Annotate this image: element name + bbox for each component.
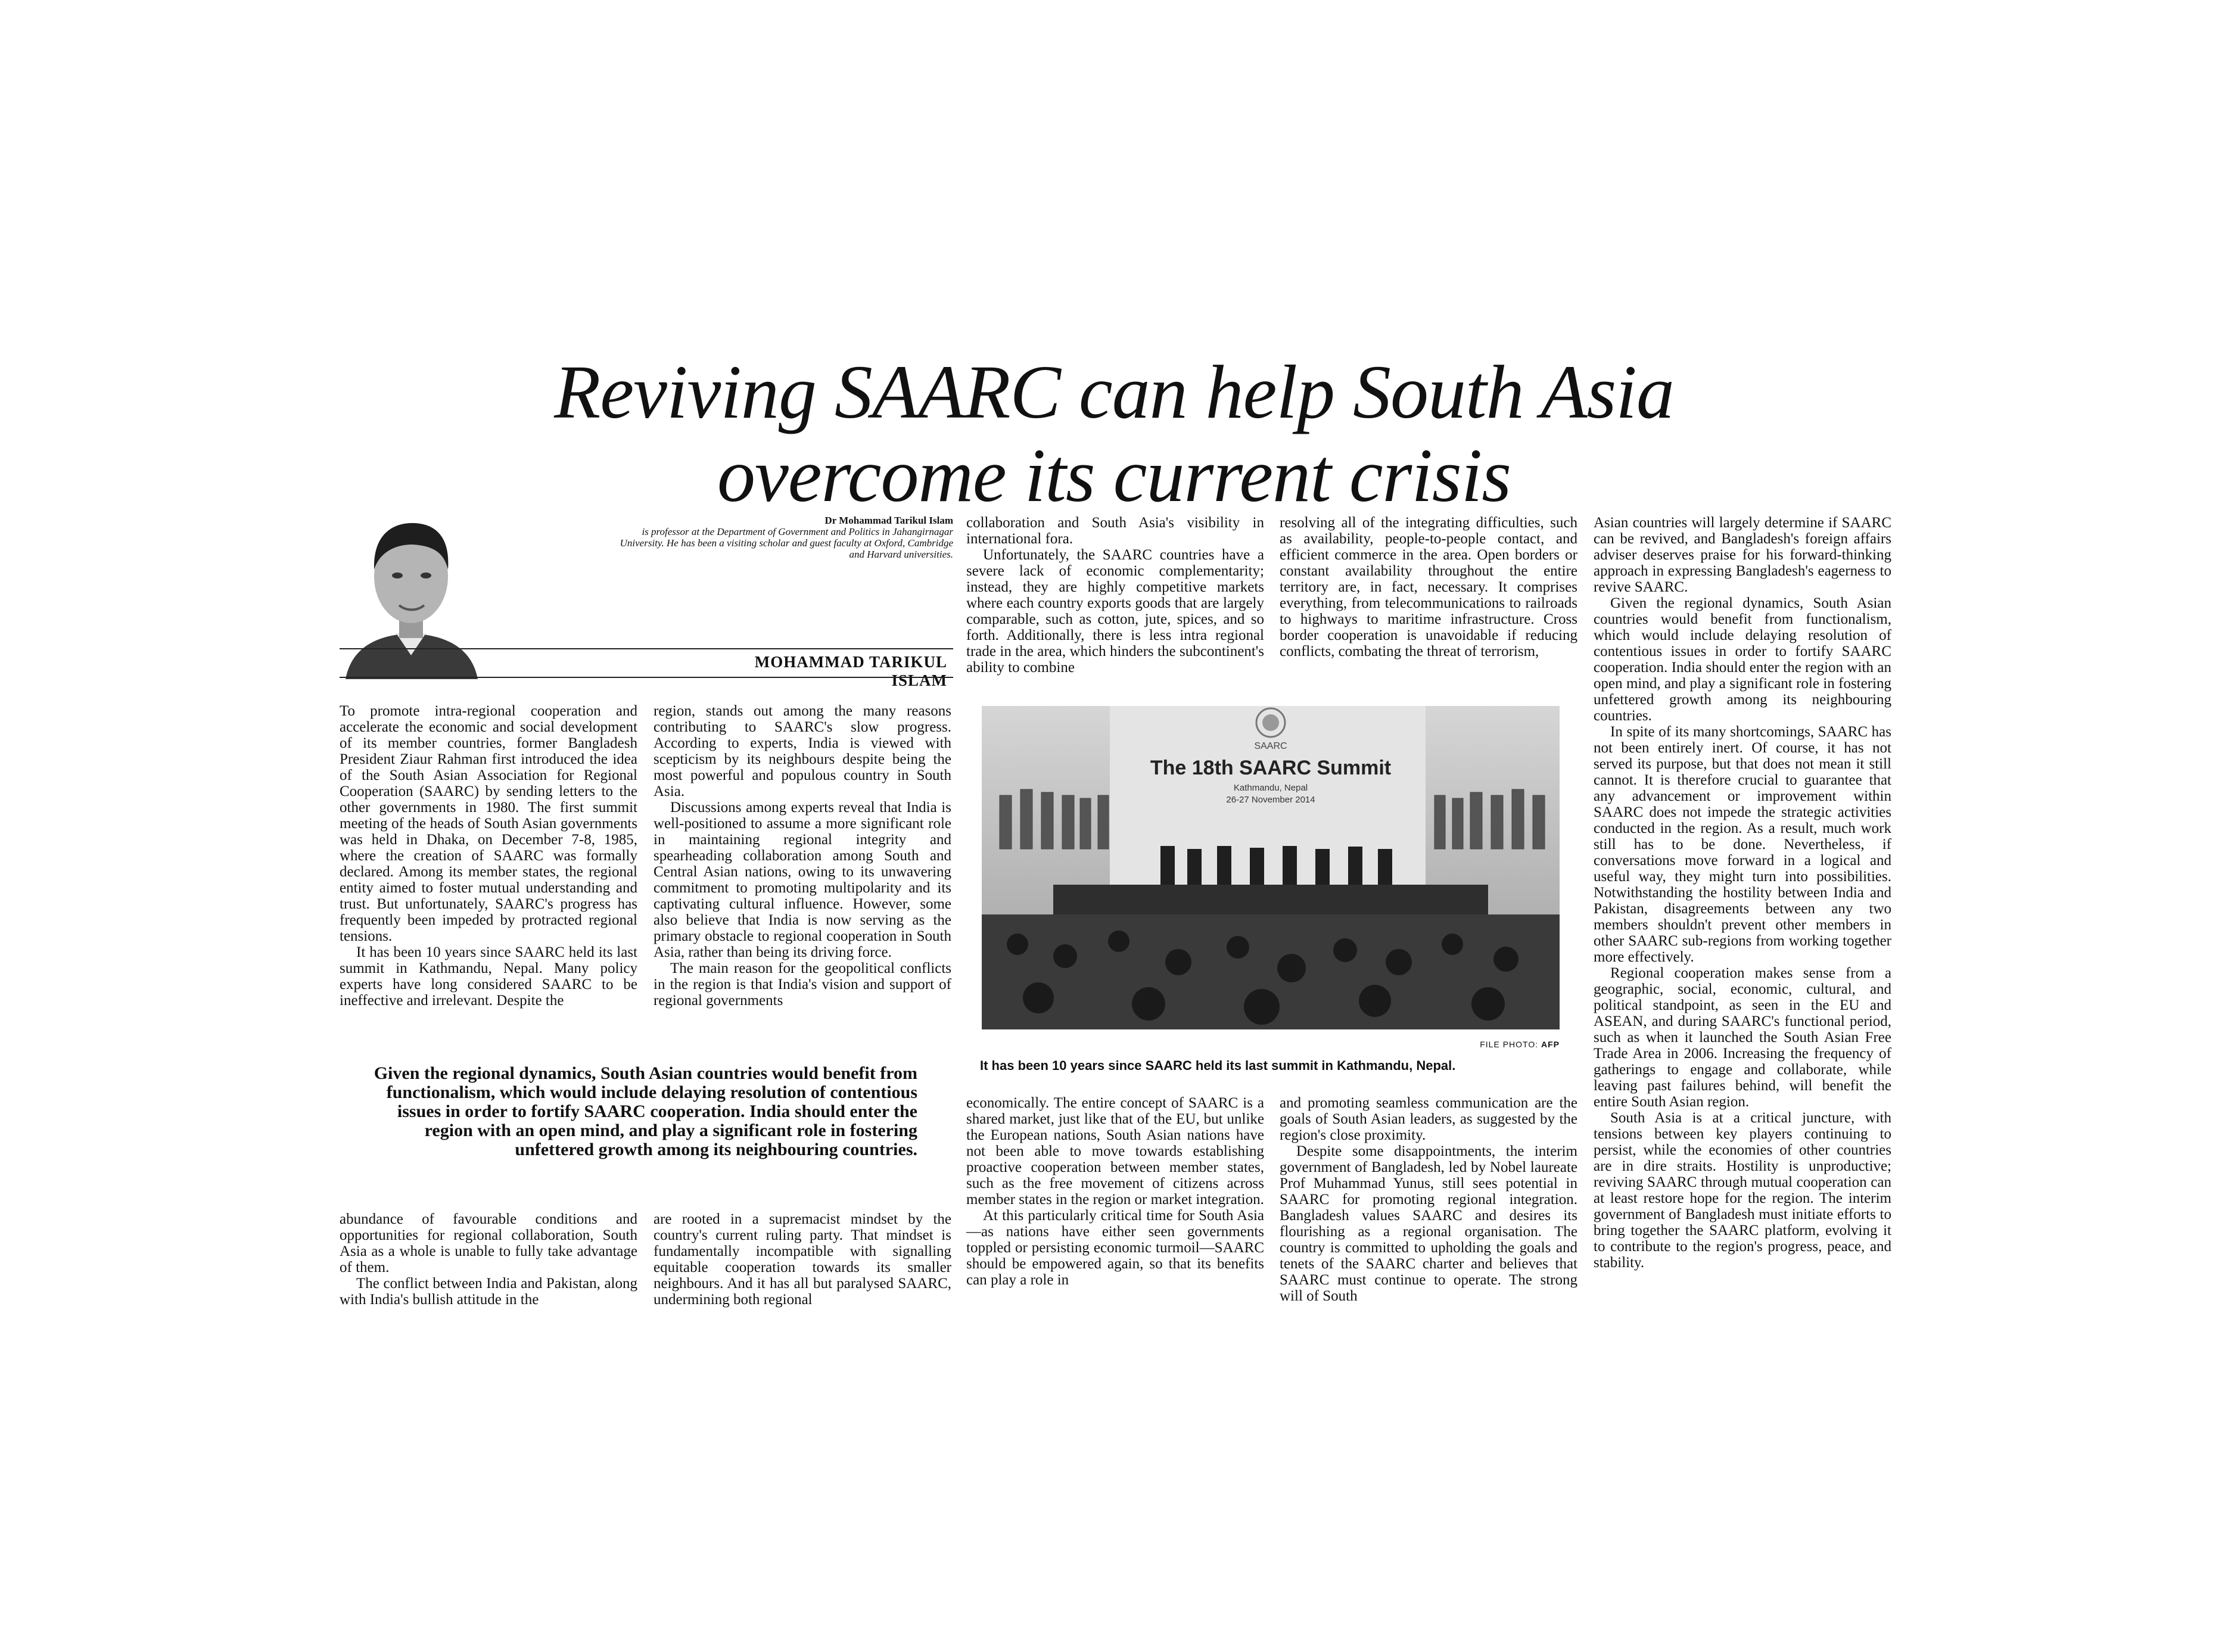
author-bio-name: Dr Mohammad Tarikul Islam <box>824 515 953 526</box>
pull-quote: Given the regional dynamics, South Asian countries would benefit from functionalism, which would include delaying resolution of contentious issues in order to fortify SAARC cooperation. India should enter the region with an open mind, and play a significant role in fostering unfettered growth among its neighbouring countries. <box>374 1063 917 1159</box>
photo-banner-place: Kathmandu, Nepal <box>1233 783 1308 793</box>
photo-banner-title: The 18th SAARC Summit <box>1150 757 1392 779</box>
column-4-bottom <box>1280 1095 1577 1304</box>
paragraph: resolving all of the integrating difficulties, such as availability, people-to-people contact, and efficient commerce in the area. Open borders or constant availability throughout the entire territory are, in fact, necessary. It comprises everything, from telecommunications to railroads to highways to maritime infrastructure. Cross border cooperation is unavoidable if reducing conflicts, combating the threat of terrorism, <box>1280 515 1577 659</box>
summit-photo-drawing <box>982 706 1560 1029</box>
author-bio <box>620 515 953 560</box>
column-1-bottom <box>340 1211 637 1308</box>
paragraph: To promote intra-regional cooperation and accelerate the economic and social development of its member countries, former Bangladesh President Ziaur Rahman first introduced the idea of the South Asian Association for Regional Cooperation (SAARC) by sending letters to the other governments in 1980. The first summit meeting of the heads of South Asian governments was held in Dhaka, on December 7-8, 1985, where the creation of SAARC was formally declared. Among its member states, the regional entity aimed to foster mutual understanding and trust. But unfortunately, SAARC's progress has frequently been impeded by protracted regional tensions. <box>340 703 637 944</box>
paragraph: collaboration and South Asia's visibility in international fora. <box>966 515 1264 547</box>
paragraph: It has been 10 years since SAARC held its last summit in Kathmandu, Nepal. Many policy experts have long considered SAARC to be ineffective and irrelevant. Despite the <box>340 944 637 1009</box>
paragraph: Given the regional dynamics, South Asian countries would benefit from functionalism, which would include delaying resolution of contentious issues in order to fortify SAARC cooperation. India should enter the region with an open mind, and play a significant role in fostering unfettered growth among its neighbouring countries. <box>1594 595 1891 724</box>
paragraph: The conflict between India and Pakistan, along with India's bullish attitude in the <box>340 1275 637 1308</box>
byline-rule-bottom <box>340 677 953 678</box>
paragraph: region, stands out among the many reasons contributing to SAARC's slow progress. According to experts, India is viewed with scepticism by its neighbours despite being the most powerful and populous country in South Asia. <box>654 703 951 799</box>
photo-caption: It has been 10 years since SAARC held its last summit in Kathmandu, Nepal. <box>980 1058 1456 1073</box>
paragraph: economically. The entire concept of SAARC is a shared market, just like that of the EU, but unlike the European nations, South Asian nations have not been able to move towards establishing proactive cooperation between member states, such as the free movement of citizens across member states in the region or market integration. <box>966 1095 1264 1208</box>
paragraph: South Asia is at a critical juncture, with tensions between key players continuing to persist, while the economies of other countries are in dire straits. Hostility is unproductive; reviving SAARC through mutual cooperation can at least restore hope for the region. The interim government of Bangladesh must initiate efforts to bring together the SAARC platform, evolving it to contribute to the region's progress, peace, and stability. <box>1594 1110 1891 1271</box>
column-4-top <box>1280 515 1577 659</box>
photo-logo-text: SAARC <box>1254 741 1287 751</box>
headline <box>334 350 1894 517</box>
byline: MOHAMMAD TARIKUL ISLAM <box>754 653 947 689</box>
summit-photo <box>982 706 1560 1029</box>
paragraph: Despite some disappointments, the interim government of Bangladesh, led by Nobel laureate Prof Muhammad Yunus, still sees potential in SAARC for promoting regional integration. Bangladesh values SAARC and desires its flourishing as a regional organisation. The country is committed to upholding the goals and tenets of the SAARC charter and believes that SAARC must continue to operate. The strong will of South <box>1280 1143 1577 1304</box>
author-portrait <box>340 499 481 679</box>
author-bio-text: is professor at the Department of Government and Politics in Jahangirnagar University. He has been a visiting scholar and guest faculty at Oxford, Cambridge and Harvard universities. <box>620 526 953 560</box>
paragraph: At this particularly critical time for South Asia—as nations have either seen governments toppled or persisting economic turmoil—SAARC should be empowered again, so that its benefits can play a role in <box>966 1208 1264 1288</box>
column-3-top <box>966 515 1264 676</box>
paragraph: Unfortunately, the SAARC countries have a severe lack of economic complementarity; instead, they are highly competitive markets where each country exports goods that are largely comparable, such as cotton, jute, spices, and so forth. Additionally, there is less intra regional trade in the area, which hinders the subcontinent's ability to combine <box>966 547 1264 676</box>
headline-line-1: Reviving SAARC can help South Asia <box>554 350 1674 434</box>
column-2-bottom <box>654 1211 951 1308</box>
paragraph: are rooted in a supremacist mindset by the country's current ruling party. That mindset is fundamentally incompatible with signalling equitable cooperation towards its smaller neighbours. And it has all but paralysed SAARC, undermining both regional <box>654 1211 951 1308</box>
paragraph: In spite of its many shortcomings, SAARC has not been entirely inert. Of course, it has not served its purpose, but that does not mean it still cannot. It is therefore crucial to guarantee that any advancement or improvement within SAARC does not impede the strategic activities conducted in the region. As a result, much work still has to be done. Nevertheless, if conversations move forward in a logical and useful way, they might turn into possibilities. Notwithstanding the hostility between India and Pakistan, disagreements between any two members shouldn't prevent other members in other SAARC sub-regions from working together more effectively. <box>1594 724 1891 965</box>
paragraph: Discussions among experts reveal that India is well-positioned to assume a more significant role in maintaining regional integrity and spearheading collaboration among South and Central Asian nations, owing to its unwavering commitment to promoting multipolarity and its captivating cultural influence. However, some also believe that India is now serving as the primary obstacle to regional cooperation in South Asia, rather than being its driving force. <box>654 799 951 960</box>
column-5 <box>1594 515 1891 1271</box>
column-1-top <box>340 703 637 1009</box>
column-2-top <box>654 703 951 1009</box>
paragraph: abundance of favourable conditions and opportunities for regional collaboration, South Asia as a whole is unable to fully take advantage of them. <box>340 1211 637 1275</box>
paragraph: Regional cooperation makes sense from a geographic, social, economic, cultural, and political standpoint, as seen in the EU and ASEAN, and during SAARC's functional period, such as when it launched the South Asian Free Trade Area in 2006. Increasing the frequency of gatherings to engage and collaborate, while leaving past failures behind, will benefit the entire South Asian region. <box>1594 965 1891 1110</box>
photo-credit-source: AFP <box>1541 1040 1560 1049</box>
photo-credit <box>1430 1040 1560 1049</box>
column-3-bottom <box>966 1095 1264 1288</box>
photo-credit-label: FILE PHOTO: <box>1480 1040 1539 1049</box>
headline-line-2: overcome its current crisis <box>717 433 1511 518</box>
paragraph: and promoting seamless communication are the goals of South Asian leaders, as suggested by the region's close proximity. <box>1280 1095 1577 1143</box>
photo-banner-dates: 26-27 November 2014 <box>1226 795 1315 805</box>
byline-rule-top <box>340 648 953 649</box>
paragraph: Asian countries will largely determine if SAARC can be revived, and Bangladesh's foreign affairs adviser deserves praise for his forward-thinking approach in expressing Bangladesh's eagerness to revive SAARC. <box>1594 515 1891 595</box>
paragraph: The main reason for the geopolitical conflicts in the region is that India's vision and support of regional governments <box>654 960 951 1009</box>
